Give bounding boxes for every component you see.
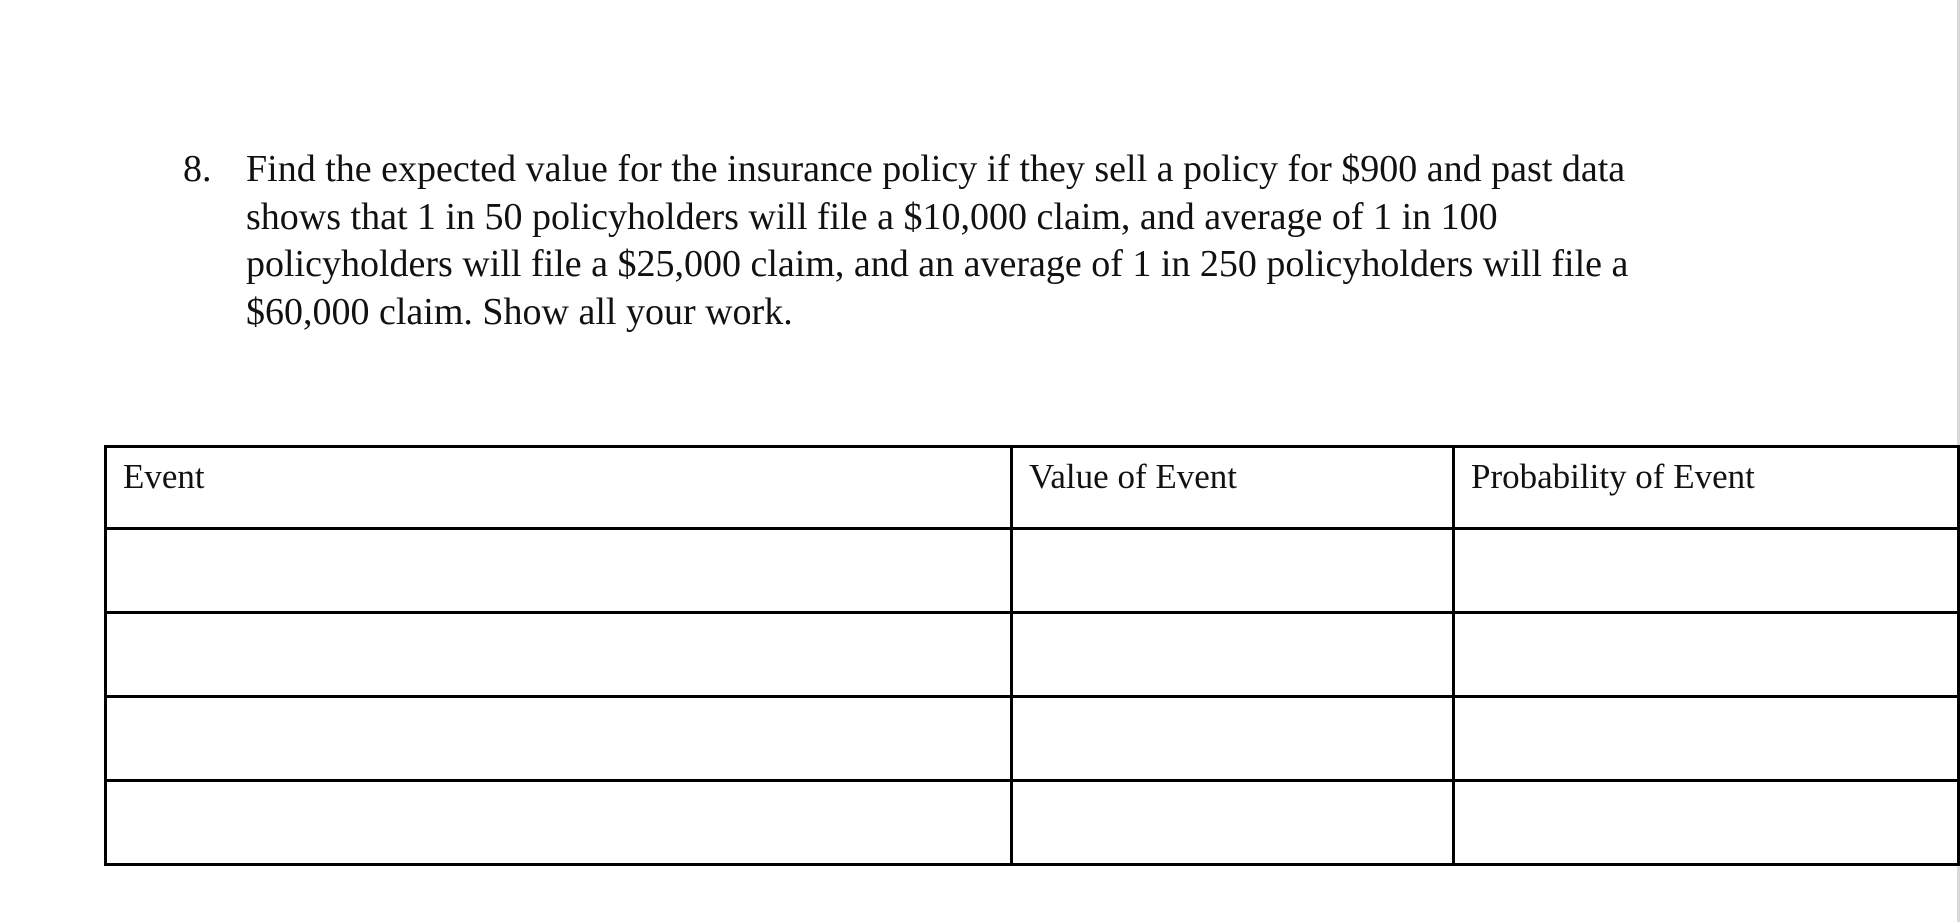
table-row	[106, 613, 1959, 697]
question-block	[183, 146, 1723, 336]
question-text: Find the expected value for the insurance policy if they sell a policy for $900 and past data shows that 1 in 50 policyholders will file a $10,000 claim, and average of 1 in 100 policyholders will file a $25,000 claim, and an average of 1 in 250 policyholders will file a $60,000 claim. Show all your work.	[246, 148, 1629, 333]
value-cell[interactable]	[1012, 781, 1454, 865]
probability-cell[interactable]	[1454, 697, 1959, 781]
event-cell[interactable]	[106, 781, 1012, 865]
value-cell[interactable]	[1012, 697, 1454, 781]
probability-cell[interactable]	[1454, 529, 1959, 613]
table-row	[106, 529, 1959, 613]
question-number: 8.	[183, 148, 212, 190]
value-cell[interactable]	[1012, 613, 1454, 697]
table-row	[106, 781, 1959, 865]
expected-value-table	[104, 445, 1960, 866]
table-header-row	[106, 447, 1959, 529]
event-cell[interactable]	[106, 613, 1012, 697]
event-cell[interactable]	[106, 697, 1012, 781]
probability-cell[interactable]	[1454, 613, 1959, 697]
value-cell[interactable]	[1012, 529, 1454, 613]
header-event: Event	[106, 447, 1012, 529]
table-row	[106, 697, 1959, 781]
event-cell[interactable]	[106, 529, 1012, 613]
header-probability-of-event: Probability of Event	[1454, 447, 1959, 529]
probability-cell[interactable]	[1454, 781, 1959, 865]
header-value-of-event: Value of Event	[1012, 447, 1454, 529]
